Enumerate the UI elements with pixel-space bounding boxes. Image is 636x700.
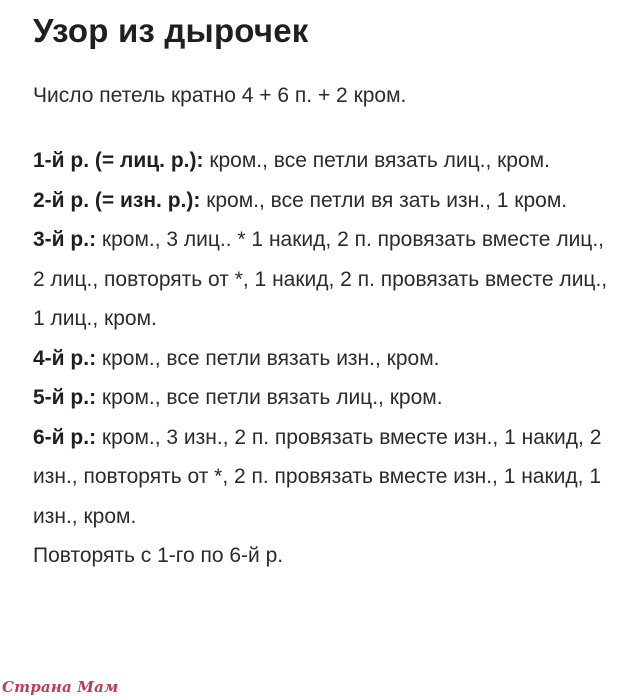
row-label: 5-й р.: bbox=[33, 386, 97, 409]
repeat-instruction: Повторять с 1-го по 6-й р. bbox=[33, 544, 284, 567]
row-label: 6-й р.: bbox=[33, 425, 97, 449]
pattern-row-1 bbox=[33, 141, 613, 181]
row-label: 3-й р.: bbox=[33, 228, 97, 251]
pattern-row-2 bbox=[33, 181, 613, 221]
pattern-row-3 bbox=[33, 220, 613, 339]
pattern-row-4 bbox=[33, 339, 613, 379]
row-text: кром., все петли вя зать изн., 1 кром. bbox=[200, 188, 568, 212]
watermark-logo: Страна Мам bbox=[2, 678, 119, 696]
row-text: кром., 3 изн., 2 п. провязать вместе изн., 1 накид, 2 изн., повторять от *, 2 п. провязать вместе изн., 1 накид, 1 изн., кром. bbox=[33, 425, 602, 528]
row-text: кром., все петли вязать лиц., кром. bbox=[203, 149, 550, 172]
row-text: кром., 3 лиц.. * 1 накид, 2 п. провязать вместе лиц., 2 лиц., повторять от *, 1 накид, 2 п. провязать вместе лиц., 1 лиц., кром. bbox=[33, 228, 608, 330]
stitch-count-text: Число петель кратно 4 + 6 п. + 2 кром. bbox=[33, 84, 407, 107]
row-text: кром., все петли вязать лиц., кром. bbox=[96, 386, 443, 409]
pattern-row-6 bbox=[33, 418, 613, 537]
pattern-rows bbox=[33, 141, 613, 576]
row-label: 2-й р. (= изн. р.): bbox=[33, 188, 201, 212]
row-text: кром., все петли вязать изн., кром. bbox=[96, 346, 440, 370]
row-label: 1-й р. (= лиц. р.): bbox=[33, 149, 204, 172]
pattern-row-5 bbox=[33, 378, 613, 418]
page-title: Узор из дырочек bbox=[33, 12, 309, 49]
row-label: 4-й р.: bbox=[33, 346, 97, 370]
